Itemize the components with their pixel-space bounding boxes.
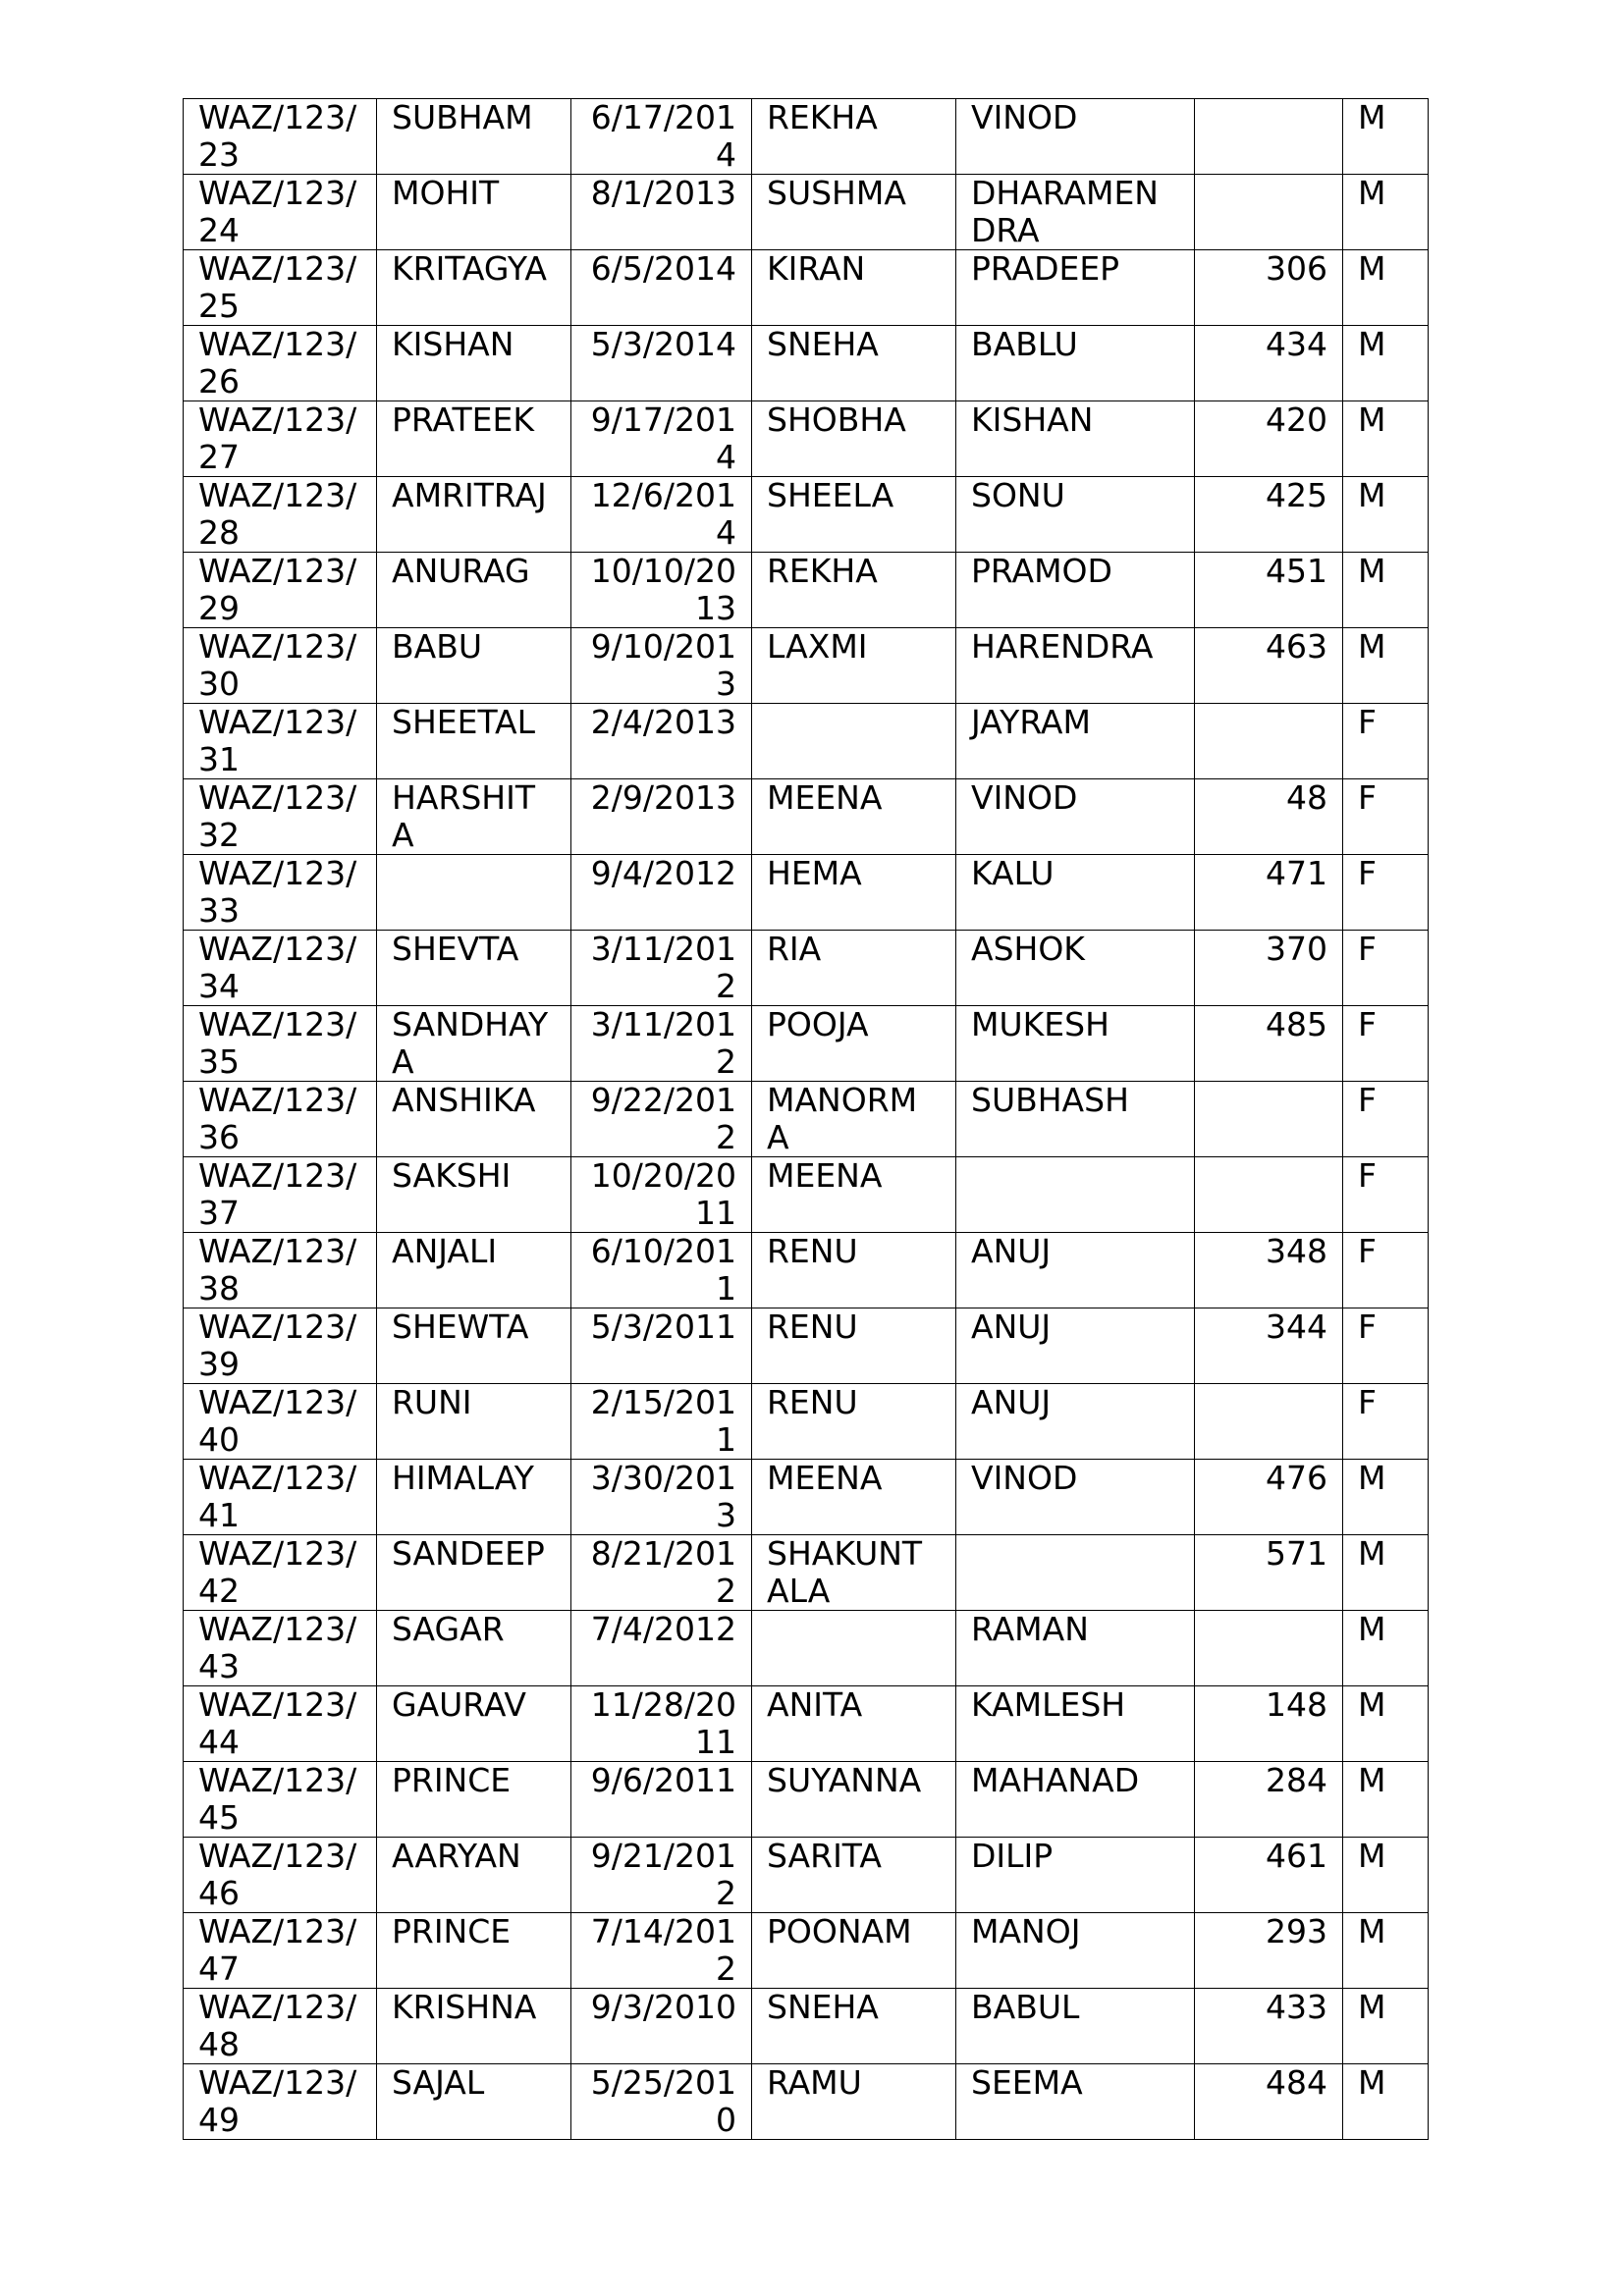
father-name-cell: VINOD	[956, 99, 1195, 175]
mother-name-cell: MEENA	[752, 779, 956, 855]
table-row	[184, 1989, 1429, 2064]
child-name-cell: SANDEEP	[377, 1535, 571, 1611]
child-name-cell: SAJAL	[377, 2064, 571, 2140]
record-id-cell: WAZ/123/ 26	[184, 326, 377, 401]
father-name-cell: SEEMA	[956, 2064, 1195, 2140]
father-name-cell: DHARAMEN DRA	[956, 175, 1195, 250]
birth-date-cell: 3/30/201 3	[571, 1460, 752, 1535]
birth-date-cell: 6/17/201 4	[571, 99, 752, 175]
child-name-cell: PRINCE	[377, 1913, 571, 1989]
gender-cell: M	[1343, 326, 1429, 401]
father-name-cell: MANOJ	[956, 1913, 1195, 1989]
mother-name-cell: RAMU	[752, 2064, 956, 2140]
table-row	[184, 855, 1429, 931]
father-name-cell: PRAMOD	[956, 553, 1195, 628]
birth-date-cell: 9/4/2012	[571, 855, 752, 931]
gender-cell: F	[1343, 704, 1429, 779]
birth-date-cell: 2/15/201 1	[571, 1384, 752, 1460]
record-id-cell: WAZ/123/ 44	[184, 1686, 377, 1762]
code-cell	[1195, 1082, 1343, 1157]
child-name-cell: KRITAGYA	[377, 250, 571, 326]
child-name-cell: AMRITRAJ	[377, 477, 571, 553]
table-row	[184, 1611, 1429, 1686]
father-name-cell: ASHOK	[956, 931, 1195, 1006]
birth-date-cell: 8/21/201 2	[571, 1535, 752, 1611]
birth-date-cell: 3/11/201 2	[571, 1006, 752, 1082]
father-name-cell: ANUJ	[956, 1384, 1195, 1460]
mother-name-cell: SHOBHA	[752, 401, 956, 477]
child-name-cell	[377, 855, 571, 931]
gender-cell: M	[1343, 1686, 1429, 1762]
gender-cell: F	[1343, 1384, 1429, 1460]
mother-name-cell: RENU	[752, 1308, 956, 1384]
father-name-cell: KALU	[956, 855, 1195, 931]
gender-cell: F	[1343, 779, 1429, 855]
child-name-cell: SAKSHI	[377, 1157, 571, 1233]
gender-cell: M	[1343, 628, 1429, 704]
record-id-cell: WAZ/123/ 28	[184, 477, 377, 553]
record-id-cell: WAZ/123/ 37	[184, 1157, 377, 1233]
code-cell: 420	[1195, 401, 1343, 477]
father-name-cell: MUKESH	[956, 1006, 1195, 1082]
code-cell: 306	[1195, 250, 1343, 326]
code-cell: 471	[1195, 855, 1343, 931]
table-row	[184, 1233, 1429, 1308]
father-name-cell	[956, 1535, 1195, 1611]
mother-name-cell: SHAKUNT ALA	[752, 1535, 956, 1611]
mother-name-cell: SNEHA	[752, 1989, 956, 2064]
father-name-cell: KAMLESH	[956, 1686, 1195, 1762]
mother-name-cell: RIA	[752, 931, 956, 1006]
father-name-cell: DILIP	[956, 1838, 1195, 1913]
mother-name-cell: MEENA	[752, 1157, 956, 1233]
mother-name-cell: RENU	[752, 1384, 956, 1460]
table-row	[184, 326, 1429, 401]
record-id-cell: WAZ/123/ 47	[184, 1913, 377, 1989]
mother-name-cell: POOJA	[752, 1006, 956, 1082]
mother-name-cell: SHEELA	[752, 477, 956, 553]
code-cell: 293	[1195, 1913, 1343, 1989]
table-row	[184, 1082, 1429, 1157]
record-id-cell: WAZ/123/ 45	[184, 1762, 377, 1838]
code-cell	[1195, 1157, 1343, 1233]
birth-date-cell: 11/28/20 11	[571, 1686, 752, 1762]
record-id-cell: WAZ/123/ 41	[184, 1460, 377, 1535]
gender-cell: M	[1343, 1913, 1429, 1989]
code-cell: 485	[1195, 1006, 1343, 1082]
birth-date-cell: 5/25/201 0	[571, 2064, 752, 2140]
child-name-cell: HARSHIT A	[377, 779, 571, 855]
child-name-cell: PRINCE	[377, 1762, 571, 1838]
code-cell: 476	[1195, 1460, 1343, 1535]
gender-cell: F	[1343, 931, 1429, 1006]
table-row	[184, 1384, 1429, 1460]
table-row	[184, 779, 1429, 855]
code-cell: 48	[1195, 779, 1343, 855]
table-row	[184, 931, 1429, 1006]
table-row	[184, 99, 1429, 175]
code-cell: 425	[1195, 477, 1343, 553]
record-id-cell: WAZ/123/ 35	[184, 1006, 377, 1082]
father-name-cell: ANUJ	[956, 1308, 1195, 1384]
child-name-cell: SANDHAY A	[377, 1006, 571, 1082]
birth-date-cell: 5/3/2014	[571, 326, 752, 401]
father-name-cell: RAMAN	[956, 1611, 1195, 1686]
child-name-cell: GAURAV	[377, 1686, 571, 1762]
records-body	[184, 99, 1429, 2140]
birth-date-cell: 5/3/2011	[571, 1308, 752, 1384]
code-cell: 461	[1195, 1838, 1343, 1913]
record-id-cell: WAZ/123/ 34	[184, 931, 377, 1006]
table-row	[184, 2064, 1429, 2140]
record-id-cell: WAZ/123/ 49	[184, 2064, 377, 2140]
code-cell: 148	[1195, 1686, 1343, 1762]
record-id-cell: WAZ/123/ 31	[184, 704, 377, 779]
mother-name-cell: SNEHA	[752, 326, 956, 401]
child-name-cell: BABU	[377, 628, 571, 704]
father-name-cell: MAHANAD	[956, 1762, 1195, 1838]
gender-cell: M	[1343, 175, 1429, 250]
gender-cell: M	[1343, 1611, 1429, 1686]
birth-date-cell: 9/17/201 4	[571, 401, 752, 477]
birth-date-cell: 12/6/201 4	[571, 477, 752, 553]
mother-name-cell	[752, 704, 956, 779]
birth-date-cell: 10/20/20 11	[571, 1157, 752, 1233]
birth-date-cell: 6/5/2014	[571, 250, 752, 326]
record-id-cell: WAZ/123/ 46	[184, 1838, 377, 1913]
gender-cell: M	[1343, 1535, 1429, 1611]
father-name-cell: SUBHASH	[956, 1082, 1195, 1157]
child-name-cell: AARYAN	[377, 1838, 571, 1913]
child-name-cell: SHEETAL	[377, 704, 571, 779]
birth-date-cell: 7/14/201 2	[571, 1913, 752, 1989]
birth-date-cell: 9/22/201 2	[571, 1082, 752, 1157]
code-cell	[1195, 704, 1343, 779]
mother-name-cell: POONAM	[752, 1913, 956, 1989]
record-id-cell: WAZ/123/ 29	[184, 553, 377, 628]
code-cell: 451	[1195, 553, 1343, 628]
child-name-cell: SUBHAM	[377, 99, 571, 175]
father-name-cell: ANUJ	[956, 1233, 1195, 1308]
mother-name-cell: ANITA	[752, 1686, 956, 1762]
birth-date-cell: 2/9/2013	[571, 779, 752, 855]
birth-date-cell: 9/10/201 3	[571, 628, 752, 704]
code-cell: 433	[1195, 1989, 1343, 2064]
code-cell: 484	[1195, 2064, 1343, 2140]
father-name-cell: HARENDRA	[956, 628, 1195, 704]
table-row	[184, 1460, 1429, 1535]
code-cell: 434	[1195, 326, 1343, 401]
record-id-cell: WAZ/123/ 23	[184, 99, 377, 175]
child-name-cell: SHEVTA	[377, 931, 571, 1006]
code-cell	[1195, 175, 1343, 250]
record-id-cell: WAZ/123/ 36	[184, 1082, 377, 1157]
child-name-cell: ANSHIKA	[377, 1082, 571, 1157]
table-row	[184, 1308, 1429, 1384]
mother-name-cell: SUSHMA	[752, 175, 956, 250]
gender-cell: F	[1343, 1157, 1429, 1233]
gender-cell: F	[1343, 1006, 1429, 1082]
gender-cell: F	[1343, 1308, 1429, 1384]
birth-date-cell: 2/4/2013	[571, 704, 752, 779]
father-name-cell: PRADEEP	[956, 250, 1195, 326]
birth-date-cell: 10/10/20 13	[571, 553, 752, 628]
father-name-cell: VINOD	[956, 1460, 1195, 1535]
birth-date-cell: 8/1/2013	[571, 175, 752, 250]
record-id-cell: WAZ/123/ 30	[184, 628, 377, 704]
child-name-cell: HIMALAY	[377, 1460, 571, 1535]
gender-cell: M	[1343, 99, 1429, 175]
gender-cell: F	[1343, 1233, 1429, 1308]
table-row	[184, 1913, 1429, 1989]
code-cell: 370	[1195, 931, 1343, 1006]
gender-cell: F	[1343, 855, 1429, 931]
code-cell	[1195, 99, 1343, 175]
table-row	[184, 628, 1429, 704]
record-id-cell: WAZ/123/ 48	[184, 1989, 377, 2064]
code-cell: 284	[1195, 1762, 1343, 1838]
record-id-cell: WAZ/123/ 42	[184, 1535, 377, 1611]
mother-name-cell: MANORM A	[752, 1082, 956, 1157]
gender-cell: M	[1343, 1762, 1429, 1838]
gender-cell: M	[1343, 1460, 1429, 1535]
table-row	[184, 401, 1429, 477]
record-id-cell: WAZ/123/ 40	[184, 1384, 377, 1460]
father-name-cell: VINOD	[956, 779, 1195, 855]
table-row	[184, 1157, 1429, 1233]
record-id-cell: WAZ/123/ 27	[184, 401, 377, 477]
records-table	[183, 98, 1429, 2140]
birth-date-cell: 9/6/2011	[571, 1762, 752, 1838]
child-name-cell: KRISHNA	[377, 1989, 571, 2064]
mother-name-cell	[752, 1611, 956, 1686]
gender-cell: M	[1343, 1989, 1429, 2064]
mother-name-cell: SARITA	[752, 1838, 956, 1913]
record-id-cell: WAZ/123/ 38	[184, 1233, 377, 1308]
table-row	[184, 704, 1429, 779]
table-row	[184, 1838, 1429, 1913]
birth-date-cell: 3/11/201 2	[571, 931, 752, 1006]
record-id-cell: WAZ/123/ 32	[184, 779, 377, 855]
table-row	[184, 1762, 1429, 1838]
mother-name-cell: SUYANNA	[752, 1762, 956, 1838]
birth-date-cell: 9/21/201 2	[571, 1838, 752, 1913]
birth-date-cell: 7/4/2012	[571, 1611, 752, 1686]
code-cell: 348	[1195, 1233, 1343, 1308]
code-cell: 344	[1195, 1308, 1343, 1384]
father-name-cell: JAYRAM	[956, 704, 1195, 779]
code-cell	[1195, 1384, 1343, 1460]
table-row	[184, 477, 1429, 553]
birth-date-cell: 6/10/201 1	[571, 1233, 752, 1308]
code-cell: 463	[1195, 628, 1343, 704]
mother-name-cell: REKHA	[752, 99, 956, 175]
father-name-cell: BABLU	[956, 326, 1195, 401]
record-id-cell: WAZ/123/ 24	[184, 175, 377, 250]
mother-name-cell: HEMA	[752, 855, 956, 931]
child-name-cell: PRATEEK	[377, 401, 571, 477]
child-name-cell: MOHIT	[377, 175, 571, 250]
table-row	[184, 1006, 1429, 1082]
child-name-cell: KISHAN	[377, 326, 571, 401]
table-row	[184, 553, 1429, 628]
father-name-cell	[956, 1157, 1195, 1233]
table-row	[184, 1535, 1429, 1611]
record-id-cell: WAZ/123/ 25	[184, 250, 377, 326]
gender-cell: M	[1343, 250, 1429, 326]
child-name-cell: SAGAR	[377, 1611, 571, 1686]
child-name-cell: ANJALI	[377, 1233, 571, 1308]
mother-name-cell: RENU	[752, 1233, 956, 1308]
table-row	[184, 175, 1429, 250]
child-name-cell: RUNI	[377, 1384, 571, 1460]
gender-cell: M	[1343, 2064, 1429, 2140]
code-cell	[1195, 1611, 1343, 1686]
father-name-cell: SONU	[956, 477, 1195, 553]
gender-cell: M	[1343, 477, 1429, 553]
table-row	[184, 250, 1429, 326]
father-name-cell: KISHAN	[956, 401, 1195, 477]
code-cell: 571	[1195, 1535, 1343, 1611]
record-id-cell: WAZ/123/ 43	[184, 1611, 377, 1686]
birth-date-cell: 9/3/2010	[571, 1989, 752, 2064]
mother-name-cell: REKHA	[752, 553, 956, 628]
mother-name-cell: MEENA	[752, 1460, 956, 1535]
gender-cell: M	[1343, 553, 1429, 628]
record-id-cell: WAZ/123/ 39	[184, 1308, 377, 1384]
father-name-cell: BABUL	[956, 1989, 1195, 2064]
child-name-cell: ANURAG	[377, 553, 571, 628]
mother-name-cell: LAXMI	[752, 628, 956, 704]
table-row	[184, 1686, 1429, 1762]
gender-cell: F	[1343, 1082, 1429, 1157]
record-id-cell: WAZ/123/ 33	[184, 855, 377, 931]
mother-name-cell: KIRAN	[752, 250, 956, 326]
gender-cell: M	[1343, 1838, 1429, 1913]
gender-cell: M	[1343, 401, 1429, 477]
child-name-cell: SHEWTA	[377, 1308, 571, 1384]
